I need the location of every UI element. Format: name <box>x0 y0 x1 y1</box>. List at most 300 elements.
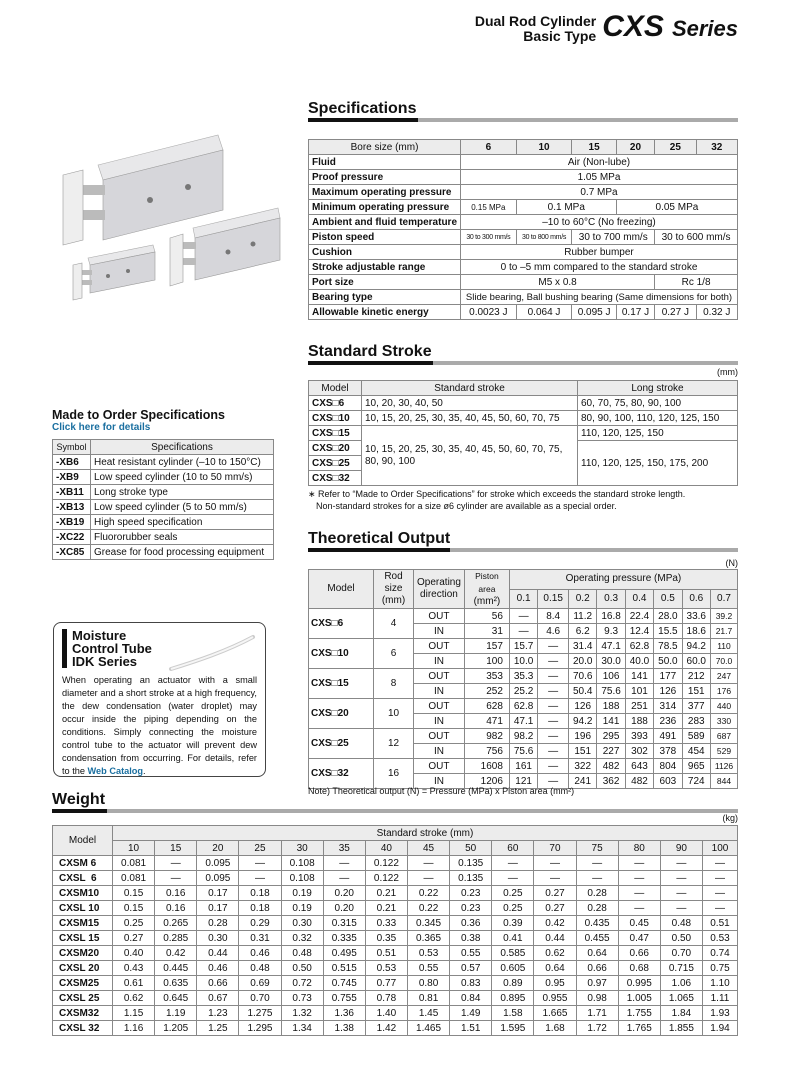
header-text: direction <box>420 589 458 600</box>
stroke-col-header: 60 <box>492 841 534 856</box>
output-value-cell: — <box>538 654 569 669</box>
standard-stroke-cell: 10, 15, 20, 25, 30, 35, 40, 45, 50, 60, 70, 75 <box>362 411 578 426</box>
output-value-cell: 106 <box>597 669 625 684</box>
weight-value-cell: 1.36 <box>323 1006 365 1021</box>
output-value-cell: 176 <box>710 684 737 699</box>
output-value-cell: 94.2 <box>682 639 710 654</box>
section-title: Theoretical Output <box>308 530 451 547</box>
output-value-cell: 70.6 <box>569 669 597 684</box>
table-header-row <box>309 140 738 155</box>
stroke-header: Standard stroke (mm) <box>113 826 738 841</box>
pressure-col-header: 0.15 <box>538 589 569 609</box>
web-catalog-link[interactable]: Web Catalog <box>87 766 144 776</box>
spec-cell: Long stroke type <box>91 485 274 500</box>
weight-value-cell: 1.94 <box>702 1021 737 1036</box>
output-value-cell: 362 <box>597 774 625 789</box>
specifications-header: Specifications <box>91 440 274 455</box>
weight-value-cell: 0.48 <box>281 946 323 961</box>
stroke-col-header: 25 <box>239 841 281 856</box>
section-title: Standard Stroke <box>308 343 432 360</box>
weight-value-cell: 1.49 <box>450 1006 492 1021</box>
output-value-cell: 101 <box>625 684 653 699</box>
spec-value: 0.0023 J <box>461 305 517 320</box>
weight-value-cell: 0.16 <box>155 886 197 901</box>
stroke-col-header: 20 <box>197 841 239 856</box>
model-cell: CXSL 10 <box>53 901 113 916</box>
output-value-cell: 236 <box>654 714 682 729</box>
direction-cell: IN <box>414 624 465 639</box>
stroke-col-header: 80 <box>618 841 660 856</box>
long-stroke-cell: 110, 120, 125, 150 <box>578 426 738 441</box>
header-line-2: Basic Type <box>523 28 597 44</box>
model-cell: CXS□32 <box>309 471 362 486</box>
table-row <box>309 275 738 290</box>
pressure-col-header: 0.3 <box>597 589 625 609</box>
bore-32: 32 <box>696 140 737 155</box>
weight-value-cell: 0.70 <box>239 991 281 1006</box>
symbol-cell: -XB9 <box>53 470 91 485</box>
weight-value-cell: 0.17 <box>197 886 239 901</box>
weight-value-cell: 0.42 <box>534 916 576 931</box>
tube-icon <box>167 633 257 673</box>
weight-value-cell: 1.10 <box>702 976 737 991</box>
table-row <box>53 961 738 976</box>
weight-value-cell: 0.30 <box>197 931 239 946</box>
weight-value-cell: 0.17 <box>197 901 239 916</box>
standard-stroke-table <box>308 380 738 486</box>
spec-value: –10 to 60°C (No freezing) <box>461 215 738 230</box>
header-line-1: Dual Rod Cylinder <box>474 13 597 29</box>
weight-value-cell: 0.27 <box>534 886 576 901</box>
weight-value-cell: 0.51 <box>702 916 737 931</box>
output-value-cell: 283 <box>682 714 710 729</box>
cylinder-small <box>73 245 155 300</box>
table-row <box>53 946 738 961</box>
spec-label: Allowable kinetic energy <box>309 305 461 320</box>
weight-value-cell: 0.335 <box>323 931 365 946</box>
weight-value-cell: 0.495 <box>323 946 365 961</box>
stroke-col-header: 50 <box>450 841 492 856</box>
output-value-cell: 844 <box>710 774 737 789</box>
table-row <box>309 290 738 305</box>
model-cell: CXSM32 <box>53 1006 113 1021</box>
piston-area-cell: 628 <box>464 699 509 714</box>
spec-cell: Low speed cylinder (10 to 50 mm/s) <box>91 470 274 485</box>
table-row <box>309 245 738 260</box>
output-value-cell: 440 <box>710 699 737 714</box>
header-subtitle <box>475 14 596 44</box>
weight-value-cell: 0.50 <box>660 931 702 946</box>
table-row <box>309 155 738 170</box>
spec-value: 30 to 600 mm/s <box>655 230 738 245</box>
piston-area-header <box>464 570 509 609</box>
table-row <box>309 185 738 200</box>
spec-value: 1.05 MPa <box>461 170 738 185</box>
table-row <box>309 759 738 774</box>
weight-value-cell: 0.135 <box>450 871 492 886</box>
weight-value-cell: 0.25 <box>113 916 155 931</box>
pressure-col-header: 0.4 <box>625 589 653 609</box>
table-row <box>53 916 738 931</box>
section-title: Weight <box>52 791 106 808</box>
weight-value-cell: — <box>492 871 534 886</box>
output-value-cell: 529 <box>710 744 737 759</box>
weight-value-cell: — <box>702 871 737 886</box>
model-cell: CXS□32 <box>309 759 374 789</box>
weight-value-cell: 0.67 <box>197 991 239 1006</box>
weight-value-cell: 0.33 <box>365 916 407 931</box>
output-value-cell: 126 <box>654 684 682 699</box>
weight-value-cell: — <box>155 871 197 886</box>
pressure-header: Operating pressure (MPa) <box>509 570 737 590</box>
weight-value-cell: 0.28 <box>576 886 618 901</box>
model-cell: CXS□20 <box>309 441 362 456</box>
table-row <box>53 901 738 916</box>
weight-value-cell: 0.25 <box>492 886 534 901</box>
model-cell: CXS□15 <box>309 669 374 699</box>
table-row <box>309 729 738 744</box>
stroke-col-header: 40 <box>365 841 407 856</box>
output-value-cell: 241 <box>569 774 597 789</box>
weight-value-cell: 1.25 <box>197 1021 239 1036</box>
table-header-row <box>309 381 738 396</box>
weight-value-cell: 0.84 <box>450 991 492 1006</box>
weight-value-cell: 0.27 <box>113 931 155 946</box>
weight-value-cell: — <box>660 886 702 901</box>
weight-value-cell: — <box>534 871 576 886</box>
weight-value-cell: 1.72 <box>576 1021 618 1036</box>
model-header: Model <box>309 570 374 609</box>
weight-value-cell: 1.84 <box>660 1006 702 1021</box>
callout-body <box>62 674 257 778</box>
output-value-cell: 50.4 <box>569 684 597 699</box>
weight-value-cell: 0.19 <box>281 901 323 916</box>
standard-stroke-cell: 10, 20, 30, 40, 50 <box>362 396 578 411</box>
weight-value-cell: — <box>407 856 449 871</box>
unit-label: (mm) <box>717 367 738 377</box>
details-link[interactable]: Click here for details <box>52 422 151 433</box>
weight-value-cell: 0.39 <box>492 916 534 931</box>
weight-value-cell: 0.35 <box>365 931 407 946</box>
table-row <box>53 545 274 560</box>
weight-value-cell: 0.29 <box>239 916 281 931</box>
output-note: Note) Theoretical output (N) = Pressure (MPa) x Piston area (mm²) <box>308 786 575 796</box>
spec-cell: Heat resistant cylinder (–10 to 150°C) <box>91 455 274 470</box>
callout-text-end: . <box>143 766 146 776</box>
table-header-row <box>309 570 738 590</box>
weight-value-cell: 0.895 <box>492 991 534 1006</box>
pressure-col-header: 0.6 <box>682 589 710 609</box>
output-value-cell: 227 <box>597 744 625 759</box>
output-value-cell: 60.0 <box>682 654 710 669</box>
output-value-cell: 141 <box>597 714 625 729</box>
model-cell: CXSM25 <box>53 976 113 991</box>
model-cell: CXSL 6 <box>53 871 113 886</box>
moisture-tube-callout <box>53 622 266 777</box>
output-value-cell: 47.1 <box>509 714 537 729</box>
output-value-cell: 16.8 <box>597 609 625 624</box>
output-value-cell: 18.6 <box>682 624 710 639</box>
table-row <box>309 669 738 684</box>
weight-value-cell: 0.53 <box>365 961 407 976</box>
output-value-cell: 6.2 <box>569 624 597 639</box>
weight-value-cell: 0.23 <box>450 886 492 901</box>
bore-6: 6 <box>461 140 517 155</box>
direction-cell: IN <box>414 774 465 789</box>
model-cell: CXSM10 <box>53 886 113 901</box>
output-value-cell: 377 <box>682 699 710 714</box>
weight-value-cell: 0.122 <box>365 856 407 871</box>
callout-text: When operating an actuator with a small diameter and a short stroke at a high frequency, the dew condensation (water droplet) may occur inside the piping depending on the conditions. Simply connecting the moisture control tube to the actuator will prevent dew condensation from occurring. For details, refer to the <box>62 675 257 776</box>
spec-value: 0.17 J <box>616 305 654 320</box>
output-value-cell: 322 <box>569 759 597 774</box>
piston-area-cell: 982 <box>464 729 509 744</box>
weight-value-cell: 0.53 <box>407 946 449 961</box>
output-value-cell: 393 <box>625 729 653 744</box>
piston-area-cell: 56 <box>464 609 509 624</box>
section-underline <box>308 361 738 365</box>
header-text: Operating <box>417 577 461 588</box>
output-value-cell: 121 <box>509 774 537 789</box>
spec-value: 30 to 700 mm/s <box>572 230 655 245</box>
table-row <box>53 976 738 991</box>
pressure-col-header: 0.7 <box>710 589 737 609</box>
output-value-cell: 15.5 <box>654 624 682 639</box>
model-header: Model <box>53 826 113 856</box>
stroke-col-header: 70 <box>534 841 576 856</box>
weight-value-cell: — <box>239 856 281 871</box>
spec-label: Piston speed <box>309 230 461 245</box>
weight-value-cell: 0.18 <box>239 886 281 901</box>
weight-value-cell: 1.51 <box>450 1021 492 1036</box>
table-row <box>309 396 738 411</box>
table-row <box>53 530 274 545</box>
output-value-cell: 188 <box>597 699 625 714</box>
weight-value-cell: 0.98 <box>576 991 618 1006</box>
table-row <box>309 639 738 654</box>
weight-value-cell: 0.21 <box>365 886 407 901</box>
model-cell: CXS□15 <box>309 426 362 441</box>
direction-cell: IN <box>414 744 465 759</box>
model-cell: CXS□6 <box>309 609 374 639</box>
table-row <box>309 230 738 245</box>
weight-body <box>53 856 738 1036</box>
output-value-cell: 94.2 <box>569 714 597 729</box>
weight-value-cell: 0.61 <box>113 976 155 991</box>
piston-area-cell: 353 <box>464 669 509 684</box>
header-text: Rod size <box>384 571 403 594</box>
output-value-cell: 965 <box>682 759 710 774</box>
weight-value-cell: 1.58 <box>492 1006 534 1021</box>
direction-cell: IN <box>414 684 465 699</box>
weight-value-cell: 1.34 <box>281 1021 323 1036</box>
weight-value-cell: 0.57 <box>450 961 492 976</box>
weight-value-cell: 0.74 <box>702 946 737 961</box>
weight-value-cell: 0.43 <box>113 961 155 976</box>
weight-value-cell: 0.45 <box>618 916 660 931</box>
output-value-cell: 62.8 <box>509 699 537 714</box>
weight-value-cell: 0.19 <box>281 886 323 901</box>
output-value-cell: 70.0 <box>710 654 737 669</box>
output-value-cell: 177 <box>654 669 682 684</box>
stroke-col-header: 75 <box>576 841 618 856</box>
output-value-cell: 25.2 <box>509 684 537 699</box>
output-value-cell: 491 <box>654 729 682 744</box>
output-value-cell: 126 <box>569 699 597 714</box>
spec-cell: Low speed cylinder (5 to 50 mm/s) <box>91 500 274 515</box>
stroke-col-header: 35 <box>323 841 365 856</box>
weight-value-cell: 1.065 <box>660 991 702 1006</box>
weight-value-cell: 0.745 <box>323 976 365 991</box>
table-row <box>309 260 738 275</box>
spec-value: M5 x 0.8 <box>461 275 655 290</box>
weight-value-cell: 0.108 <box>281 871 323 886</box>
stroke-col-header: 100 <box>702 841 737 856</box>
output-value-cell: 1126 <box>710 759 737 774</box>
spec-label: Stroke adjustable range <box>309 260 461 275</box>
spec-value: 0.7 MPa <box>461 185 738 200</box>
weight-value-cell: 0.23 <box>450 901 492 916</box>
model-cell: CXSM 6 <box>53 856 113 871</box>
long-stroke-cell: 60, 70, 75, 80, 90, 100 <box>578 396 738 411</box>
theoretical-output-body <box>309 609 738 789</box>
specifications-section <box>308 100 738 122</box>
weight-value-cell: 1.93 <box>702 1006 737 1021</box>
weight-value-cell: 0.48 <box>239 961 281 976</box>
bore-20: 20 <box>616 140 654 155</box>
title-line: Control Tube <box>72 641 152 656</box>
table-row <box>309 215 738 230</box>
output-value-cell: 302 <box>625 744 653 759</box>
output-value-cell: — <box>538 729 569 744</box>
weight-value-cell: 0.89 <box>492 976 534 991</box>
output-value-cell: 50.0 <box>654 654 682 669</box>
output-value-cell: — <box>538 759 569 774</box>
output-value-cell: 31.4 <box>569 639 597 654</box>
weight-value-cell: 0.095 <box>197 856 239 871</box>
header-text: Piston area <box>475 571 499 594</box>
table-row <box>53 500 274 515</box>
page-header <box>475 12 738 44</box>
stroke-note-1: ∗ Refer to “Made to Order Specifications” for stroke which exceeds the standard stroke length. <box>308 489 686 499</box>
header-text: (mm) <box>381 595 406 606</box>
title-line: Moisture <box>72 628 127 643</box>
weight-value-cell: 0.51 <box>365 946 407 961</box>
weight-value-cell: 0.70 <box>660 946 702 961</box>
output-value-cell: 22.4 <box>625 609 653 624</box>
output-value-cell: 454 <box>682 744 710 759</box>
weight-value-cell: 0.75 <box>702 961 737 976</box>
specifications-table <box>308 139 738 320</box>
weight-value-cell: 1.295 <box>239 1021 281 1036</box>
output-value-cell: — <box>538 699 569 714</box>
weight-value-cell: — <box>492 856 534 871</box>
table-row <box>309 170 738 185</box>
output-value-cell: 643 <box>625 759 653 774</box>
table-row <box>53 1006 738 1021</box>
weight-value-cell: 0.46 <box>197 961 239 976</box>
weight-value-cell: 0.46 <box>239 946 281 961</box>
weight-value-cell: 0.995 <box>618 976 660 991</box>
symbol-cell: -XB19 <box>53 515 91 530</box>
weight-value-cell: — <box>323 871 365 886</box>
output-value-cell: 589 <box>682 729 710 744</box>
weight-value-cell: 0.66 <box>576 961 618 976</box>
output-value-cell: 39.2 <box>710 609 737 624</box>
weight-value-cell: 0.585 <box>492 946 534 961</box>
bore-15: 15 <box>572 140 616 155</box>
weight-value-cell: 0.755 <box>323 991 365 1006</box>
output-value-cell: 314 <box>654 699 682 714</box>
piston-area-cell: 252 <box>464 684 509 699</box>
output-value-cell: 20.0 <box>569 654 597 669</box>
weight-value-cell: 0.97 <box>576 976 618 991</box>
weight-value-cell: 0.55 <box>450 946 492 961</box>
output-value-cell: — <box>509 624 537 639</box>
section-underline <box>308 548 738 552</box>
output-value-cell: 75.6 <box>597 684 625 699</box>
weight-value-cell: 1.23 <box>197 1006 239 1021</box>
output-value-cell: — <box>509 609 537 624</box>
stroke-col-header: 15 <box>155 841 197 856</box>
stroke-note-2: Non-standard strokes for a size ø6 cylinder are available as a special order. <box>316 501 617 511</box>
weight-value-cell: 0.135 <box>450 856 492 871</box>
output-value-cell: — <box>538 684 569 699</box>
weight-value-cell: 0.081 <box>113 856 155 871</box>
weight-value-cell: 0.635 <box>155 976 197 991</box>
output-value-cell: 9.3 <box>597 624 625 639</box>
piston-area-cell: 1206 <box>464 774 509 789</box>
section-underline <box>308 118 738 122</box>
pressure-col-header: 0.2 <box>569 589 597 609</box>
weight-value-cell: 0.72 <box>281 976 323 991</box>
output-value-cell: 330 <box>710 714 737 729</box>
output-value-cell: 251 <box>625 699 653 714</box>
model-cell: CXSL 15 <box>53 931 113 946</box>
output-value-cell: 151 <box>569 744 597 759</box>
output-value-cell: 161 <box>509 759 537 774</box>
weight-value-cell: 0.66 <box>197 976 239 991</box>
theoretical-output-table <box>308 569 738 789</box>
weight-value-cell: 0.73 <box>281 991 323 1006</box>
weight-value-cell: 1.665 <box>534 1006 576 1021</box>
weight-value-cell: 1.42 <box>365 1021 407 1036</box>
symbol-cell: -XB6 <box>53 455 91 470</box>
weight-value-cell: 0.31 <box>239 931 281 946</box>
pressure-col-header: 0.1 <box>509 589 537 609</box>
spec-value: 0 to –5 mm compared to the standard stroke <box>461 260 738 275</box>
unit-label: (kg) <box>722 813 738 823</box>
header-text: (mm²) <box>473 596 501 607</box>
stroke-col-header: 45 <box>407 841 449 856</box>
output-value-cell: 687 <box>710 729 737 744</box>
weight-value-cell: 0.515 <box>323 961 365 976</box>
weight-value-cell: 1.765 <box>618 1021 660 1036</box>
spec-cell: Grease for food processing equipment <box>91 545 274 560</box>
weight-value-cell: 1.45 <box>407 1006 449 1021</box>
spec-label: Cushion <box>309 245 461 260</box>
weight-value-cell: 0.28 <box>576 901 618 916</box>
output-value-cell: 247 <box>710 669 737 684</box>
weight-value-cell: — <box>534 856 576 871</box>
stroke-col-header: 10 <box>113 841 155 856</box>
weight-value-cell: — <box>660 856 702 871</box>
weight-value-cell: 0.81 <box>407 991 449 1006</box>
standard-stroke-cell: 10, 15, 20, 25, 30, 35, 40, 45, 50, 60, 70, 75, 80, 90, 100 <box>362 426 578 486</box>
weight-value-cell: 1.275 <box>239 1006 281 1021</box>
output-value-cell: 78.5 <box>654 639 682 654</box>
weight-value-cell: 1.71 <box>576 1006 618 1021</box>
